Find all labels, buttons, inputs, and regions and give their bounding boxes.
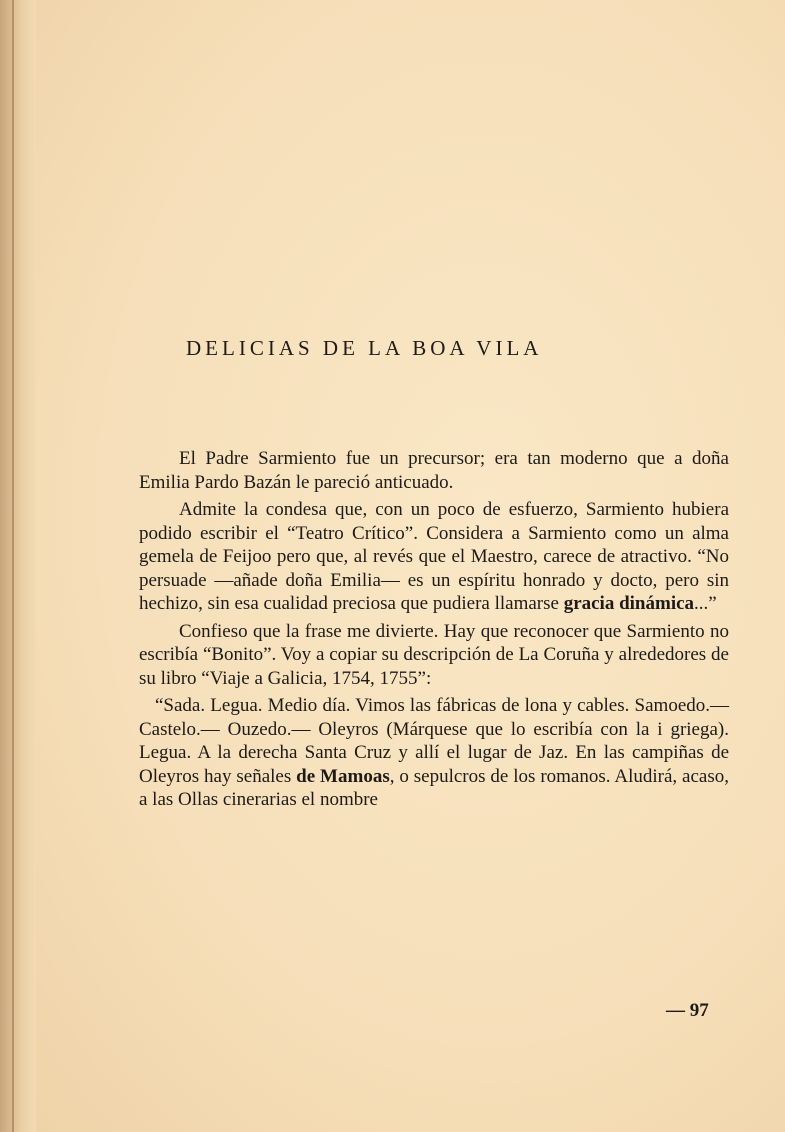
paragraph-2-text: Admite la condesa que, con un poco de esfuerzo, Sarmiento hubiera podido escribir el “Teatro Crítico”. Considera a Sarmiento como un alma gemela de Feijoo pero que, al revés que el Maestro, carece de atractivo. “No persuade —añade doña Emilia— es un espíritu honrado y docto, pero sin hechizo, sin esa cualidad preciosa que pudiera llamarse (139, 499, 729, 614)
page-number: — 97 (666, 1000, 709, 1021)
book-gutter (0, 0, 36, 1132)
chapter-body (139, 447, 729, 816)
book-page (36, 0, 785, 1132)
page-fold-line (12, 0, 14, 1132)
paragraph-2 (139, 498, 729, 616)
paragraph-1 (139, 447, 729, 494)
chapter-title: DELICIAS DE LA BOA VILA (186, 336, 543, 360)
paragraph-3-text: Confieso que la frase me divierte. Hay que reconocer que Sarmiento no escribía “Bonito”. Voy a copiar su descripción de La Coruña y alrededores de su libro “Viaje a Galicia, 1754, 1755”: (139, 620, 729, 689)
paragraph-1-text: El Padre Sarmiento fue un precursor; era tan moderno que a doña Emilia Pardo Bazán le pareció anticuado. (139, 448, 729, 493)
paragraph-4-emphasis: de Mamoas (296, 765, 390, 787)
paragraph-4-text-end: , o sepulcros de los romanos. Aludirá, acaso, a las Ollas cinerarias el nombre (139, 765, 729, 810)
paragraph-2-text-end: ...” (694, 593, 717, 614)
paragraph-4-text: “Sada. Legua. Medio día. Vimos las fábricas de lona y cables. Samoedo.— Castelo.— Ouzedo.— Oleyros (Márquese que lo escribía con la i griega). Legua. A la derecha Santa Cruz y allí el lugar de Jaz. En las campiñas de Oleyros hay señales (139, 695, 729, 787)
paragraph-4 (139, 694, 729, 812)
paragraph-3 (139, 620, 729, 691)
paragraph-2-emphasis: gracia dinámica (563, 593, 695, 614)
